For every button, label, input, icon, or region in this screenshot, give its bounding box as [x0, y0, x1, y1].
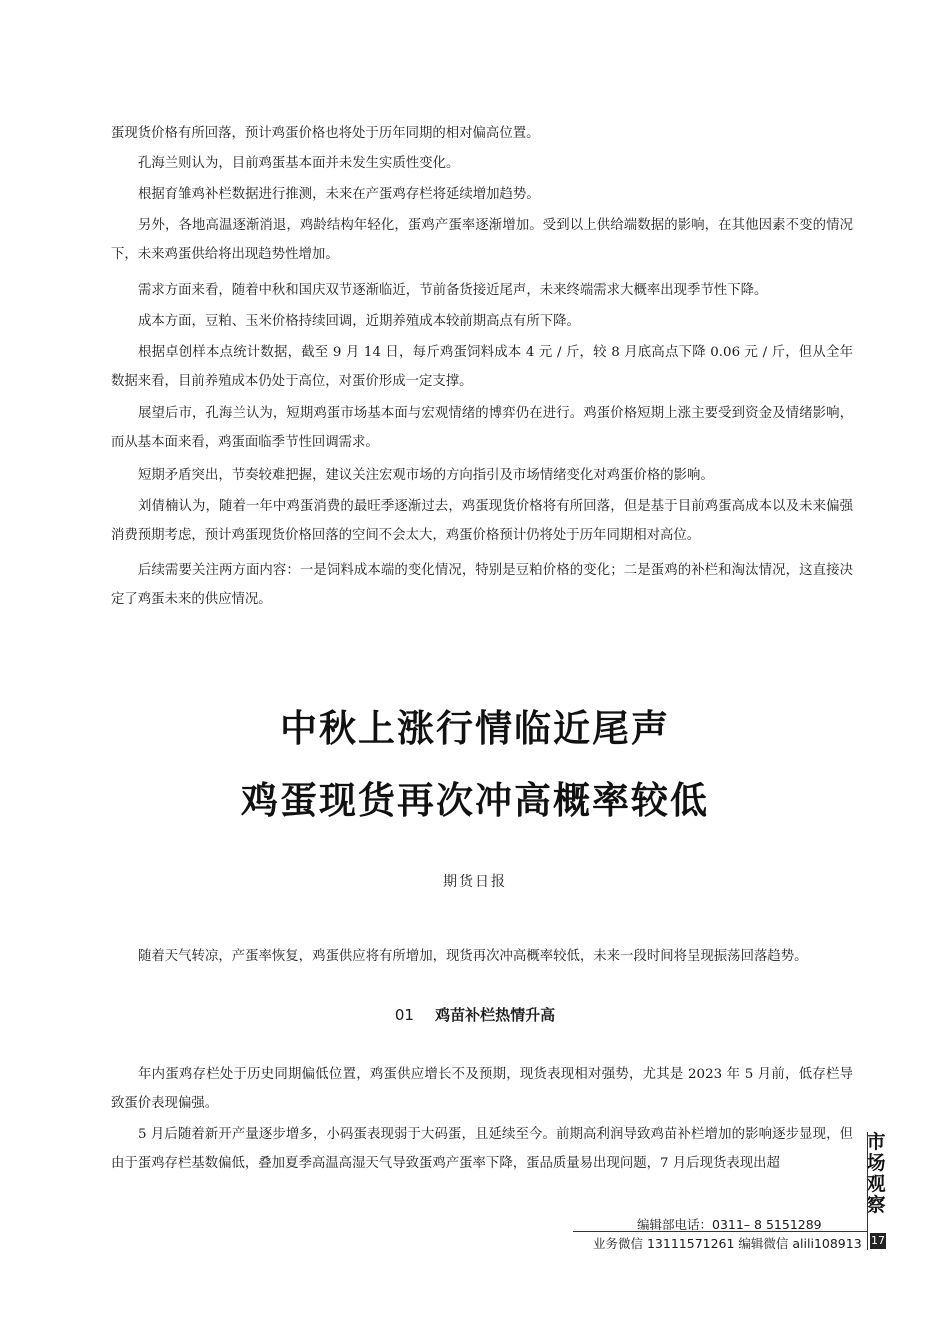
paragraph: 成本方面，豆粕、玉米价格持续回调，近期养殖成本较前期高点有所下降。 [138, 314, 580, 329]
paragraph: 年内蛋鸡存栏处于历史同期偏低位置，鸡蛋供应增长不及预期，现货表现相对强势，尤其是 2023 年 5 月前，低存栏导致蛋价表现偏强。 [111, 1067, 853, 1111]
article-title [0, 692, 950, 836]
paragraph: 另外，各地高温逐渐消退，鸡龄结构年轻化，蛋鸡产蛋率逐渐增加。受到以上供给端数据的影响，在其他因素不变的情况下，未来鸡蛋供给将出现趋势性增加。 [111, 218, 853, 262]
side-tab-char: 场 [866, 1152, 886, 1174]
paragraph-continued: 蛋现货价格有所回落，预计鸡蛋价格也将处于历年同期的相对偏高位置。 [111, 126, 540, 141]
article-lead: 随着天气转凉，产蛋率恢复，鸡蛋供应将有所增加，现货再次冲高概率较低，未来一段时间将呈现振荡回落趋势。 [138, 949, 808, 964]
section-heading [0, 1004, 950, 1025]
side-tab-char: 观 [866, 1173, 886, 1195]
paragraph: 需求方面来看，随着中秋和国庆双节逐渐临近，节前备货接近尾声，未来终端需求大概率出现季节性下降。 [138, 283, 768, 298]
paragraph: 5 月后随着新开产量逐步增多，小码蛋表现弱于大码蛋，且延续至今。前期高利润导致鸡苗补栏增加的影响逐步显现，但由于蛋鸡存栏基数偏低，叠加夏季高温高湿天气导致蛋鸡产蛋率下降，蛋品质量易出现问题，7 月后现货表现出超 [111, 1127, 853, 1171]
paragraph: 根据卓创样本点统计数据，截至 9 月 14 日，每斤鸡蛋饲料成本 4 元 / 斤，较 8 月底高点下降 0.06 元 / 斤，但从全年数据来看，目前养殖成本仍处于高位，对蛋价形成一定支撑。 [111, 345, 853, 389]
page-number: 17 [871, 1234, 885, 1247]
section-tab-label [865, 1132, 887, 1216]
paragraph: 展望后市，孔海兰认为，短期鸡蛋市场基本面与宏观情绪的博弈仍在进行。鸡蛋价格短期上涨主要受到资金及情绪影响，而从基本面来看，鸡蛋面临季节性回调需求。 [111, 406, 853, 450]
paragraph: 短期矛盾突出，节奏较难把握，建议关注宏观市场的方向指引及市场情绪变化对鸡蛋价格的影响。 [138, 468, 714, 483]
paragraph: 孔海兰则认为，目前鸡蛋基本面并未发生实质性变化。 [138, 156, 460, 171]
paragraph: 根据育雏鸡补栏数据进行推测，未来在产蛋鸡存栏将延续增加趋势。 [138, 187, 540, 202]
editorial-phone: 编辑部电话：0311– 8 5151289 [637, 1217, 822, 1232]
article-title-line2: 鸡蛋现货再次冲高概率较低 [241, 778, 709, 822]
section-title: 鸡苗补栏热情升高 [435, 1006, 556, 1024]
side-tab-char: 察 [866, 1194, 886, 1216]
paragraph: 后续需要关注两方面内容：一是饲料成本端的变化情况，特别是豆粕价格的变化；二是蛋鸡的补栏和淘汰情况，这直接决定了鸡蛋未来的供应情况。 [111, 563, 853, 607]
side-tab-char: 市 [866, 1131, 886, 1153]
paragraph: 刘倩楠认为，随着一年中鸡蛋消费的最旺季逐渐过去，鸡蛋现货价格将有所回落，但是基于目前鸡蛋高成本以及未来偏强消费预期考虑，预计鸡蛋现货价格回落的空间不会太大，鸡蛋价格预计仍将处于历年同期相对高位。 [111, 499, 853, 543]
article-title-line1: 中秋上涨行情临近尾声 [280, 706, 670, 750]
section-number: 01 [394, 1006, 414, 1024]
article-byline: 期货日报 [443, 874, 507, 890]
side-rule [867, 1132, 868, 1250]
wechat-contacts: 业务微信 13111571261 编辑微信 alili108913 [593, 1236, 862, 1251]
